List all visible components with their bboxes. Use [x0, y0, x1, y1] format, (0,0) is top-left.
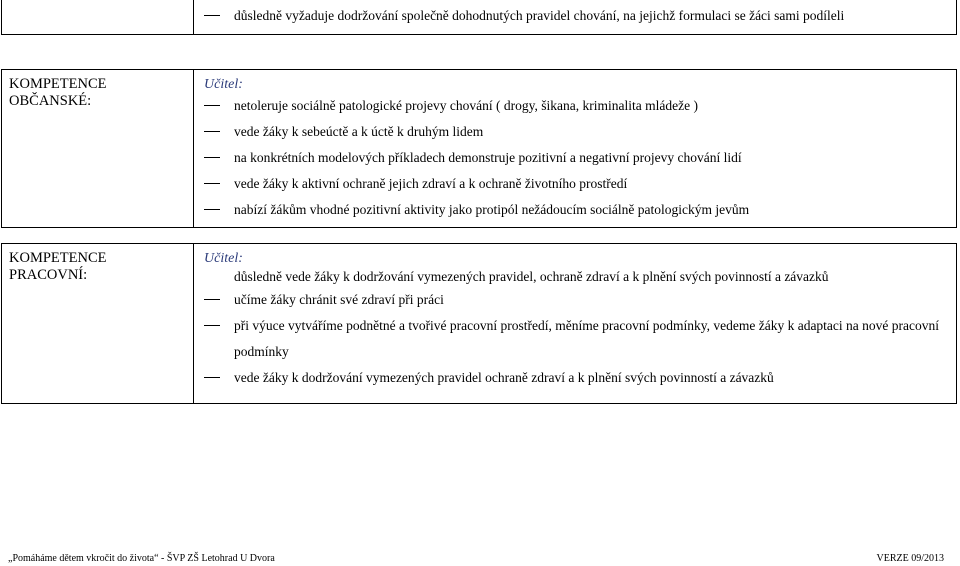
- list-item: vede žáky k sebeúctě a k úctě k druhým lidem: [204, 119, 950, 145]
- table-cell-empty: [2, 0, 194, 34]
- table-work: [1, 243, 957, 404]
- bullet-list: [204, 3, 950, 29]
- footer-version: VERZE 09/2013: [876, 553, 944, 564]
- intro-line: důsledně vede žáky k dodržování vymezených pravidel, ochraně zdraví a k plnění svých povinností a závazků: [234, 269, 829, 284]
- list-item: netoleruje sociálně patologické projevy chování ( drogy, šikana, kriminalita mládeže ): [204, 93, 950, 119]
- dash-bullet-icon: [204, 209, 220, 210]
- competence-label: [2, 70, 194, 227]
- competence-name: OBČANSKÉ:: [9, 93, 92, 109]
- dash-bullet-icon: [204, 325, 220, 326]
- list-item: učíme žáky chránit své zdraví při práci: [204, 287, 950, 313]
- competence-content: [194, 70, 956, 227]
- dash-bullet-icon: [204, 183, 220, 184]
- table-civic: [1, 69, 957, 228]
- teacher-label: Učitel:: [204, 77, 243, 92]
- list-item: důsledně vyžaduje dodržování společně dohodnutých pravidel chování, na jejichž formulaci se žáci sami podíleli: [204, 3, 950, 29]
- dash-bullet-icon: [204, 105, 220, 106]
- teacher-label: Učitel:: [204, 251, 243, 266]
- dash-bullet-icon: [204, 131, 220, 132]
- dash-bullet-icon: [204, 377, 220, 378]
- competence-label: [2, 244, 194, 403]
- list-item: nabízí žákům vhodné pozitivní aktivity jako protipól nežádoucím sociálně patologickým jevům: [204, 197, 950, 223]
- dash-bullet-icon: [204, 157, 220, 158]
- competence-heading: KOMPETENCE: [9, 76, 107, 92]
- dash-bullet-icon: [204, 15, 220, 16]
- competence-name: PRACOVNÍ:: [9, 267, 88, 283]
- bullet-list: [204, 287, 950, 391]
- dash-bullet-icon: [204, 299, 220, 300]
- footer-title: „Pomáháme dětem vkročit do života“ - ŠVP ZŠ Letohrad U Dvora: [8, 553, 275, 564]
- list-item: na konkrétních modelových příkladech demonstruje pozitivní a negativní projevy chování lidí: [204, 145, 950, 171]
- list-item: při výuce vytváříme podnětné a tvořivé pracovní prostředí, měníme pracovní podmínky, vedeme žáky k adaptaci na nové pracovní podmínky: [204, 313, 950, 365]
- list-item: vede žáky k dodržování vymezených pravidel ochraně zdraví a k plnění svých povinností a závazků: [204, 365, 950, 391]
- table-cell-content: [194, 0, 956, 34]
- competence-heading: KOMPETENCE: [9, 250, 107, 266]
- table-top: [1, 0, 957, 35]
- competence-content: [194, 244, 956, 403]
- bullet-list: [204, 93, 950, 223]
- list-item: vede žáky k aktivní ochraně jejich zdraví a k ochraně životního prostředí: [204, 171, 950, 197]
- page-footer: [8, 553, 944, 564]
